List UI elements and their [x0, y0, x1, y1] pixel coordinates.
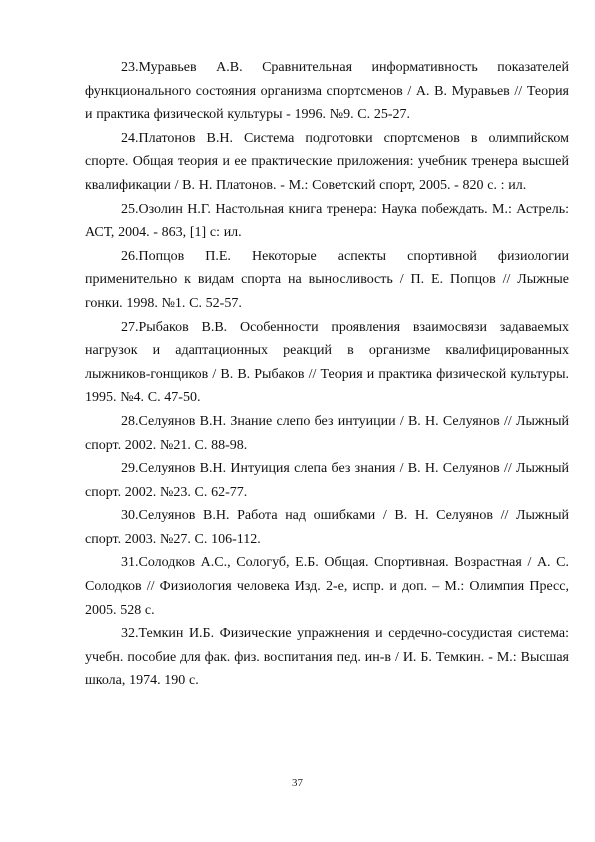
reference-item [85, 410, 569, 457]
reference-item [85, 551, 569, 622]
reference-number: 23. [121, 60, 139, 75]
reference-number: 31. [121, 555, 139, 571]
reference-number: 26. [121, 248, 139, 264]
reference-text: Попцов П.Е. Некоторые аспекты спортивной физиологии применительно к видам спорта на выносливость / П. Е. Попцов // Лыжные гонки. 1998. №1. С. 52-57. [85, 248, 569, 311]
reference-text: Озолин Н.Г. Настольная книга тренера: Наука побеждать. М.: Астрель: АСТ, 2004. - 863, [1] с: ил. [85, 201, 569, 241]
page-number: 37 [292, 777, 303, 789]
reference-number: 25. [121, 201, 139, 217]
reference-number: 30. [121, 508, 139, 524]
reference-text: Селуянов В.Н. Работа над ошибками / В. Н. Селуянов // Лыжный спорт. 2003. №27. С. 106-112. [85, 508, 569, 547]
reference-item [85, 504, 569, 551]
reference-text: Солодков А.С., Сологуб, Е.Б. Общая. Спортивная. Возрастная / А. С. Солодков // Физиология человека Изд. 2-е, испр. и доп. – М.: Олимпия Пресс, 2005. 528 с. [85, 555, 569, 618]
reference-number: 24. [121, 130, 139, 146]
reference-text: Темкин И.Б. Физические упражнения и сердечно-сосудистая система: учебн. пособие для фак. физ. воспитания пед. ин-в / И. Б. Темкин. - М.: Высшая школа, 1974. 190 с. [85, 626, 569, 689]
reference-item [85, 56, 569, 127]
reference-item [85, 198, 569, 245]
reference-text: Рыбаков В.В. Особенности проявления взаимосвязи задаваемых нагрузок и адаптационных реакций в организме квалифицированных лыжников-гонщиков / В. В. Рыбаков // Теория и практика физической культуры. 1995. №4. С. 47-50. [85, 319, 569, 406]
reference-text: Платонов В.Н. Система подготовки спортсменов в олимпийском спорте. Общая теория и ее практические приложения: учебник тренера высшей квалификации / В. Н. Платонов. - М.: Советский спорт, 2005. - 820 с. : ил. [85, 130, 569, 193]
reference-number: 27. [121, 319, 139, 335]
reference-item [85, 622, 569, 693]
reference-number: 28. [121, 413, 139, 429]
reference-item [85, 245, 569, 316]
reference-item [85, 457, 569, 504]
reference-text: Селуянов В.Н. Интуиция слепа без знания / В. Н. Селуянов // Лыжный спорт. 2002. №23. С. 62-77. [85, 461, 569, 500]
reference-text: Муравьев А.В. Сравнительная информативность показателей функционального состояния организма спортсменов / А. В. Муравьев // Теория и практика физической культуры - 1996. №9. С. 25-27. [85, 60, 569, 123]
reference-text: Селуянов В.Н. Знание слепо без интуиции / В. Н. Селуянов // Лыжный спорт. 2002. №21. С. 88-98. [85, 413, 569, 453]
reference-list [85, 56, 569, 693]
reference-number: 29. [121, 461, 139, 477]
reference-item [85, 127, 569, 198]
reference-number: 32. [121, 626, 139, 642]
reference-item [85, 316, 569, 410]
